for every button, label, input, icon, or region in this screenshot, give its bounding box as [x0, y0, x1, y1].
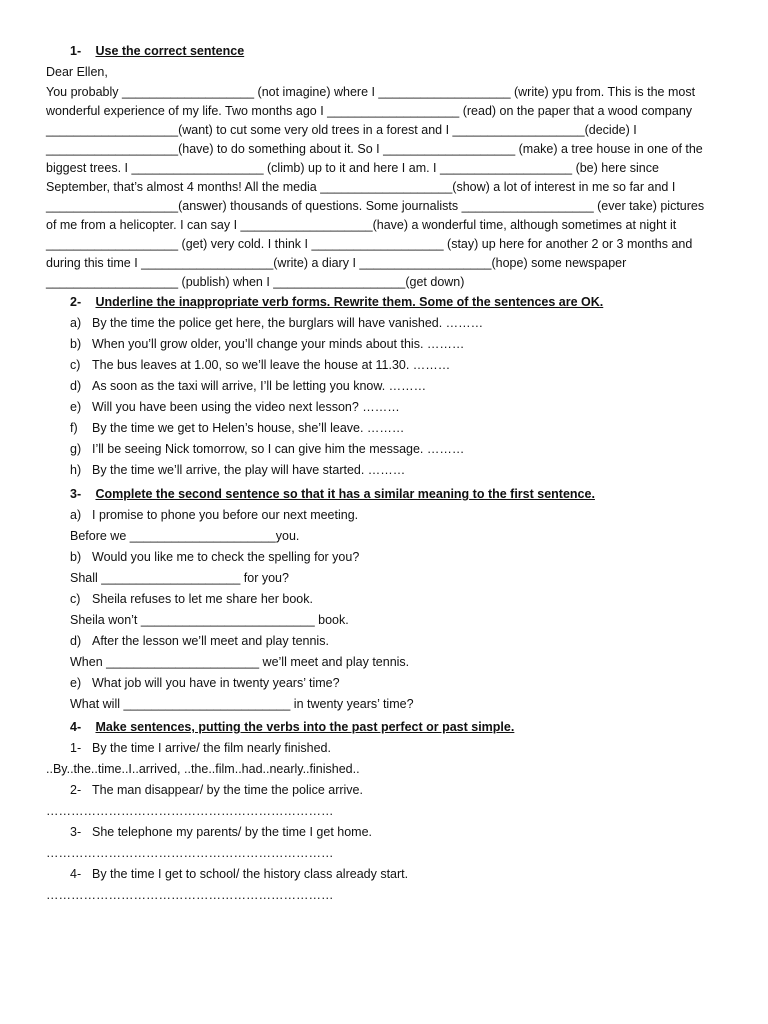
item-label: c)	[70, 358, 81, 372]
section-4-title: Make sentences, putting the verbs into the past perfect or past simple.	[95, 720, 515, 734]
letter-line: ___________________(answer) thousands of questions. Some journalists ___________________ (ever take) pictures	[46, 199, 705, 213]
rewrite-answer: Shall ____________________ for you?	[70, 571, 289, 585]
item-label: d)	[70, 379, 82, 393]
item-text: By the time I get to school/ the history class already start.	[92, 867, 409, 881]
letter-line: wonderful experience of my life. Two months ago I ___________________ (read) on the paper that a wood company	[46, 104, 693, 118]
item-label: e)	[70, 676, 82, 690]
item-text: The bus leaves at 1.00, so we’ll leave the house at 11.30. ………	[92, 358, 451, 372]
exercise-item	[46, 547, 718, 568]
section-4-heading	[46, 717, 718, 738]
section-1-number: 1-	[70, 44, 82, 58]
item-text: She telephone my parents/ by the time I get home.	[92, 825, 373, 839]
exercise-item	[46, 505, 718, 526]
exercise-item	[46, 631, 718, 652]
exercise-item	[46, 738, 718, 759]
item-text: As soon as the taxi will arrive, I’ll be letting you know. ………	[92, 379, 427, 393]
exercise-item	[46, 334, 718, 355]
letter-line: ___________________(want) to cut some very old trees in a forest and I ___________________(decide) I	[46, 123, 637, 137]
sentence-answer: ……………………………………………………………	[46, 804, 334, 818]
exercise-item	[46, 589, 718, 610]
letter-line: during this time I ___________________(write) a diary I ___________________(hope) some newspaper	[46, 256, 627, 270]
item-label: d)	[70, 634, 82, 648]
rewrite-answer: What will ________________________ in twenty years’ time?	[70, 697, 414, 711]
item-label: a)	[70, 508, 82, 522]
letter-body	[46, 83, 718, 292]
section-1-title: Use the correct sentence	[95, 44, 245, 58]
exercise-item	[46, 439, 718, 460]
item-text: By the time I arrive/ the film nearly finished.	[92, 741, 331, 755]
item-label: 1-	[70, 741, 82, 755]
section-1-heading	[46, 41, 718, 62]
exercise-item	[46, 864, 718, 885]
item-text: What job will you have in twenty years’ time?	[92, 676, 340, 690]
rewrite-answer: Before we _____________________you.	[70, 529, 300, 543]
section-3-number: 3-	[70, 487, 82, 501]
item-label: a)	[70, 316, 82, 330]
rewrite-answer: Sheila won’t _________________________ book.	[70, 613, 349, 627]
item-label: b)	[70, 337, 82, 351]
item-text: By the time we get to Helen’s house, she’ll leave. ………	[92, 421, 405, 435]
letter-line: September, that’s almost 4 months! All the media ___________________(show) a lot of interest in me so far and I	[46, 180, 676, 194]
letter-line: ___________________ (get) very cold. I think I ___________________ (stay) up here for another 2 or 3 months and	[46, 237, 693, 251]
item-text: By the time the police get here, the burglars will have vanished. ………	[92, 316, 484, 330]
letter-line: biggest trees. I ___________________ (climb) up to it and here I am. I ___________________ (be) here since	[46, 161, 659, 175]
section-2-number: 2-	[70, 295, 82, 309]
letter-line: ___________________ (publish) when I ___________________(get down)	[46, 275, 465, 289]
letter-line: of me from a helicopter. I can say I ___________________(have) a wonderful time, although sometimes at night it	[46, 218, 677, 232]
item-label: 3-	[70, 825, 82, 839]
item-label: f)	[70, 421, 78, 435]
sentence-answer: ……………………………………………………………	[46, 888, 334, 902]
exercise-item	[46, 673, 718, 694]
exercise-item	[46, 822, 718, 843]
letter-greeting: Dear Ellen,	[46, 65, 108, 79]
item-text: After the lesson we’ll meet and play tennis.	[92, 634, 329, 648]
item-label: c)	[70, 592, 81, 606]
sentence-answer: ..By..the..time..I..arrived, ..the..film..had..nearly..finished..	[46, 762, 360, 776]
exercise-item	[46, 460, 718, 481]
item-text: By the time we’ll arrive, the play will have started. ………	[92, 463, 406, 477]
sentence-answer: ……………………………………………………………	[46, 846, 334, 860]
rewrite-answer: When ______________________ we’ll meet and play tennis.	[70, 655, 410, 669]
letter-line: You probably ___________________ (not imagine) where I ___________________ (write) ypu from. This is the most	[46, 85, 696, 99]
exercise-item	[46, 355, 718, 376]
exercise-item	[46, 376, 718, 397]
item-label: 4-	[70, 867, 82, 881]
item-text: Sheila refuses to let me share her book.	[92, 592, 313, 606]
exercise-item	[46, 313, 718, 334]
letter-line: ___________________(have) to do something about it. So I ___________________ (make) a tree house in one of the	[46, 142, 703, 156]
section-4-number: 4-	[70, 720, 82, 734]
section-2-heading	[46, 292, 718, 313]
exercise-item	[46, 418, 718, 439]
item-label: e)	[70, 400, 82, 414]
item-text: The man disappear/ by the time the police arrive.	[92, 783, 363, 797]
item-label: b)	[70, 550, 82, 564]
item-text: I’ll be seeing Nick tomorrow, so I can give him the message. ………	[92, 442, 465, 456]
section-1	[46, 41, 718, 292]
section-4	[46, 717, 718, 906]
item-label: h)	[70, 463, 82, 477]
item-text: When you’ll grow older, you’ll change your minds about this. ………	[92, 337, 465, 351]
item-text: Would you like me to check the spelling for you?	[92, 550, 360, 564]
item-label: g)	[70, 442, 82, 456]
section-3	[46, 484, 718, 715]
exercise-item	[46, 780, 718, 801]
section-3-heading	[46, 484, 718, 505]
item-label: 2-	[70, 783, 82, 797]
item-text: Will you have been using the video next lesson? ………	[92, 400, 400, 414]
item-text: I promise to phone you before our next meeting.	[92, 508, 359, 522]
section-2-title: Underline the inappropriate verb forms. Rewrite them. Some of the sentences are OK.	[95, 295, 604, 309]
exercise-item	[46, 397, 718, 418]
section-3-title: Complete the second sentence so that it has a similar meaning to the first sentence.	[95, 487, 595, 501]
section-2	[46, 292, 718, 481]
